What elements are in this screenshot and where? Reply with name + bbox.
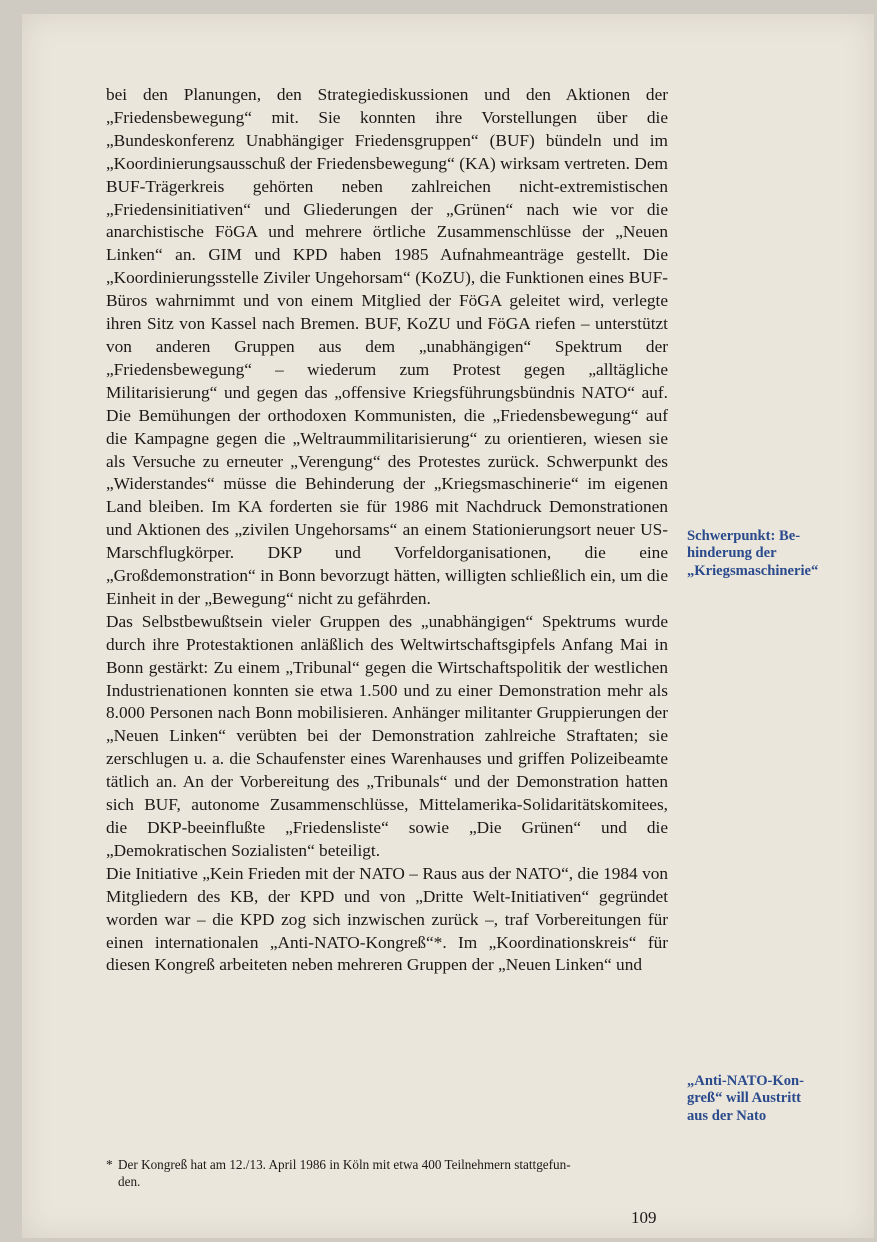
- footnote-text-line-1: Der Kongreß hat am 12./13. April 1986 in Köln mit etwa 400 Teilnehmern stattgefun-: [118, 1157, 571, 1172]
- footnote: [106, 1156, 668, 1190]
- paragraph-3: Die Initiative „Kein Frieden mit der NATO – Raus aus der NATO“, die 1984 von Mitgliedern des KB, der KPD und von „Dritte Welt-Initiativen“ gegründet worden war – die KPD zog sich inzwischen zurück –, traf Vorbereitungen für einen internationalen „Anti-NATO-Kongreß“*. Im „Koordinationskreis“ für diesen Kongreß arbeiteten neben mehreren Gruppen der „Neuen Linken“ und: [106, 863, 668, 975]
- margin-note-line: greß“ will Austritt: [687, 1090, 802, 1107]
- footnote-text-line-2: den.: [118, 1174, 141, 1189]
- body-text: [106, 84, 668, 977]
- document-page: [22, 14, 874, 1238]
- margin-note-line: Schwerpunkt: Be-: [687, 528, 801, 544]
- page-number: 109: [631, 1208, 657, 1227]
- margin-note-anti-nato: [687, 1073, 847, 1125]
- margin-note-line: aus der Nato: [687, 1107, 767, 1124]
- margin-note-line: „Anti-NATO-Kon-: [687, 1073, 805, 1089]
- margin-note-schwerpunkt: [687, 528, 847, 580]
- margin-note-line: „Kriegsmaschinerie“: [687, 562, 819, 579]
- footnote-marker: *: [106, 1157, 113, 1172]
- paragraph-1: bei den Planungen, den Strategiediskussionen und den Aktionen der „Friedensbewegung“ mit. Sie konnten ihre Vorstellungen über die „Bundeskonferenz Unabhängiger Friedensgruppen“ (BUF) bündeln und im „Koordinierungsausschuß der Friedensbewegung“ (KA) wirksam vertreten. Dem BUF-Trägerkreis gehörten neben zahlreichen nicht-extremistischen „Friedensinitiativen“ und Gliederungen der „Grünen“ nach wie vor die anarchistische FöGA und mehrere örtliche Zusammenschlüsse der „Neuen Linken“ an. GIM und KPD haben 1985 Aufnahmeanträge gestellt. Die „Koordinierungsstelle Ziviler Ungehorsam“ (KoZU), die Funktionen eines BUF-Büros wahrnimmt und von einem Mitglied der FöGA geleitet wird, verlegte ihren Sitz von Kassel nach Bremen. BUF, KoZU und FöGA riefen – unterstützt von anderen Gruppen aus dem „unabhängigen“ Spektrum der „Friedensbewegung“ – wiederum zum Protest gegen „alltägliche Militarisierung“ und gegen das „offensive Kriegsführungsbündnis NATO“ auf. Die Bemühungen der orthodoxen Kommunisten, die „Friedensbewegung“ auf die Kampagne gegen die „Weltraummilitarisierung“ zu orientieren, wiesen sie als Versuche zu erneuter „Verengung“ des Protestes zurück. Schwerpunkt des „Widerstandes“ müsse die Behinderung der „Kriegsmaschinerie“ im eigenen Land bleiben. Im KA forderten sie für 1986 mit Nachdruck Demonstrationen und Aktionen des „zivilen Ungehorsams“ an einem Stationierungsort neuer US-Marschflugkörper. DKP und Vorfeldorganisationen, die eine „Großdemonstration“ in Bonn bevorzugt hätten, willigten schließlich ein, um die Einheit in der „Bewegung“ nicht zu gefährden.: [106, 85, 668, 608]
- paragraph-2: Das Selbstbewußtsein vieler Gruppen des „unabhängigen“ Spektrums wurde durch ihre Protestaktionen anläßlich des Weltwirtschaftsgipfels Anfang Mai in Bonn gestärkt: Zu einem „Tribunal“ gegen die Wirtschaftspolitik der westlichen Industrienationen konnten sie etwa 1.500 und zu einer Demonstration mehr als 8.000 Personen nach Bonn mobilisieren. Anhänger militanter Gruppierungen der „Neuen Linken“ verübten bei der Demonstration zahlreiche Straftaten; sie zerschlugen u. a. die Schaufenster eines Warenhauses und griffen Polizeibeamte tätlich an. An der Vorbereitung des „Tribunals“ und der Demonstration hatten sich BUF, autonome Zusammenschlüsse, Mittelamerika-Solidaritätskomitees, die DKP-beeinflußte „Friedensliste“ sowie „Die Grünen“ und die „Demokratischen Sozialisten“ beteiligt.: [106, 611, 668, 860]
- margin-note-line: hinderung der: [687, 545, 777, 562]
